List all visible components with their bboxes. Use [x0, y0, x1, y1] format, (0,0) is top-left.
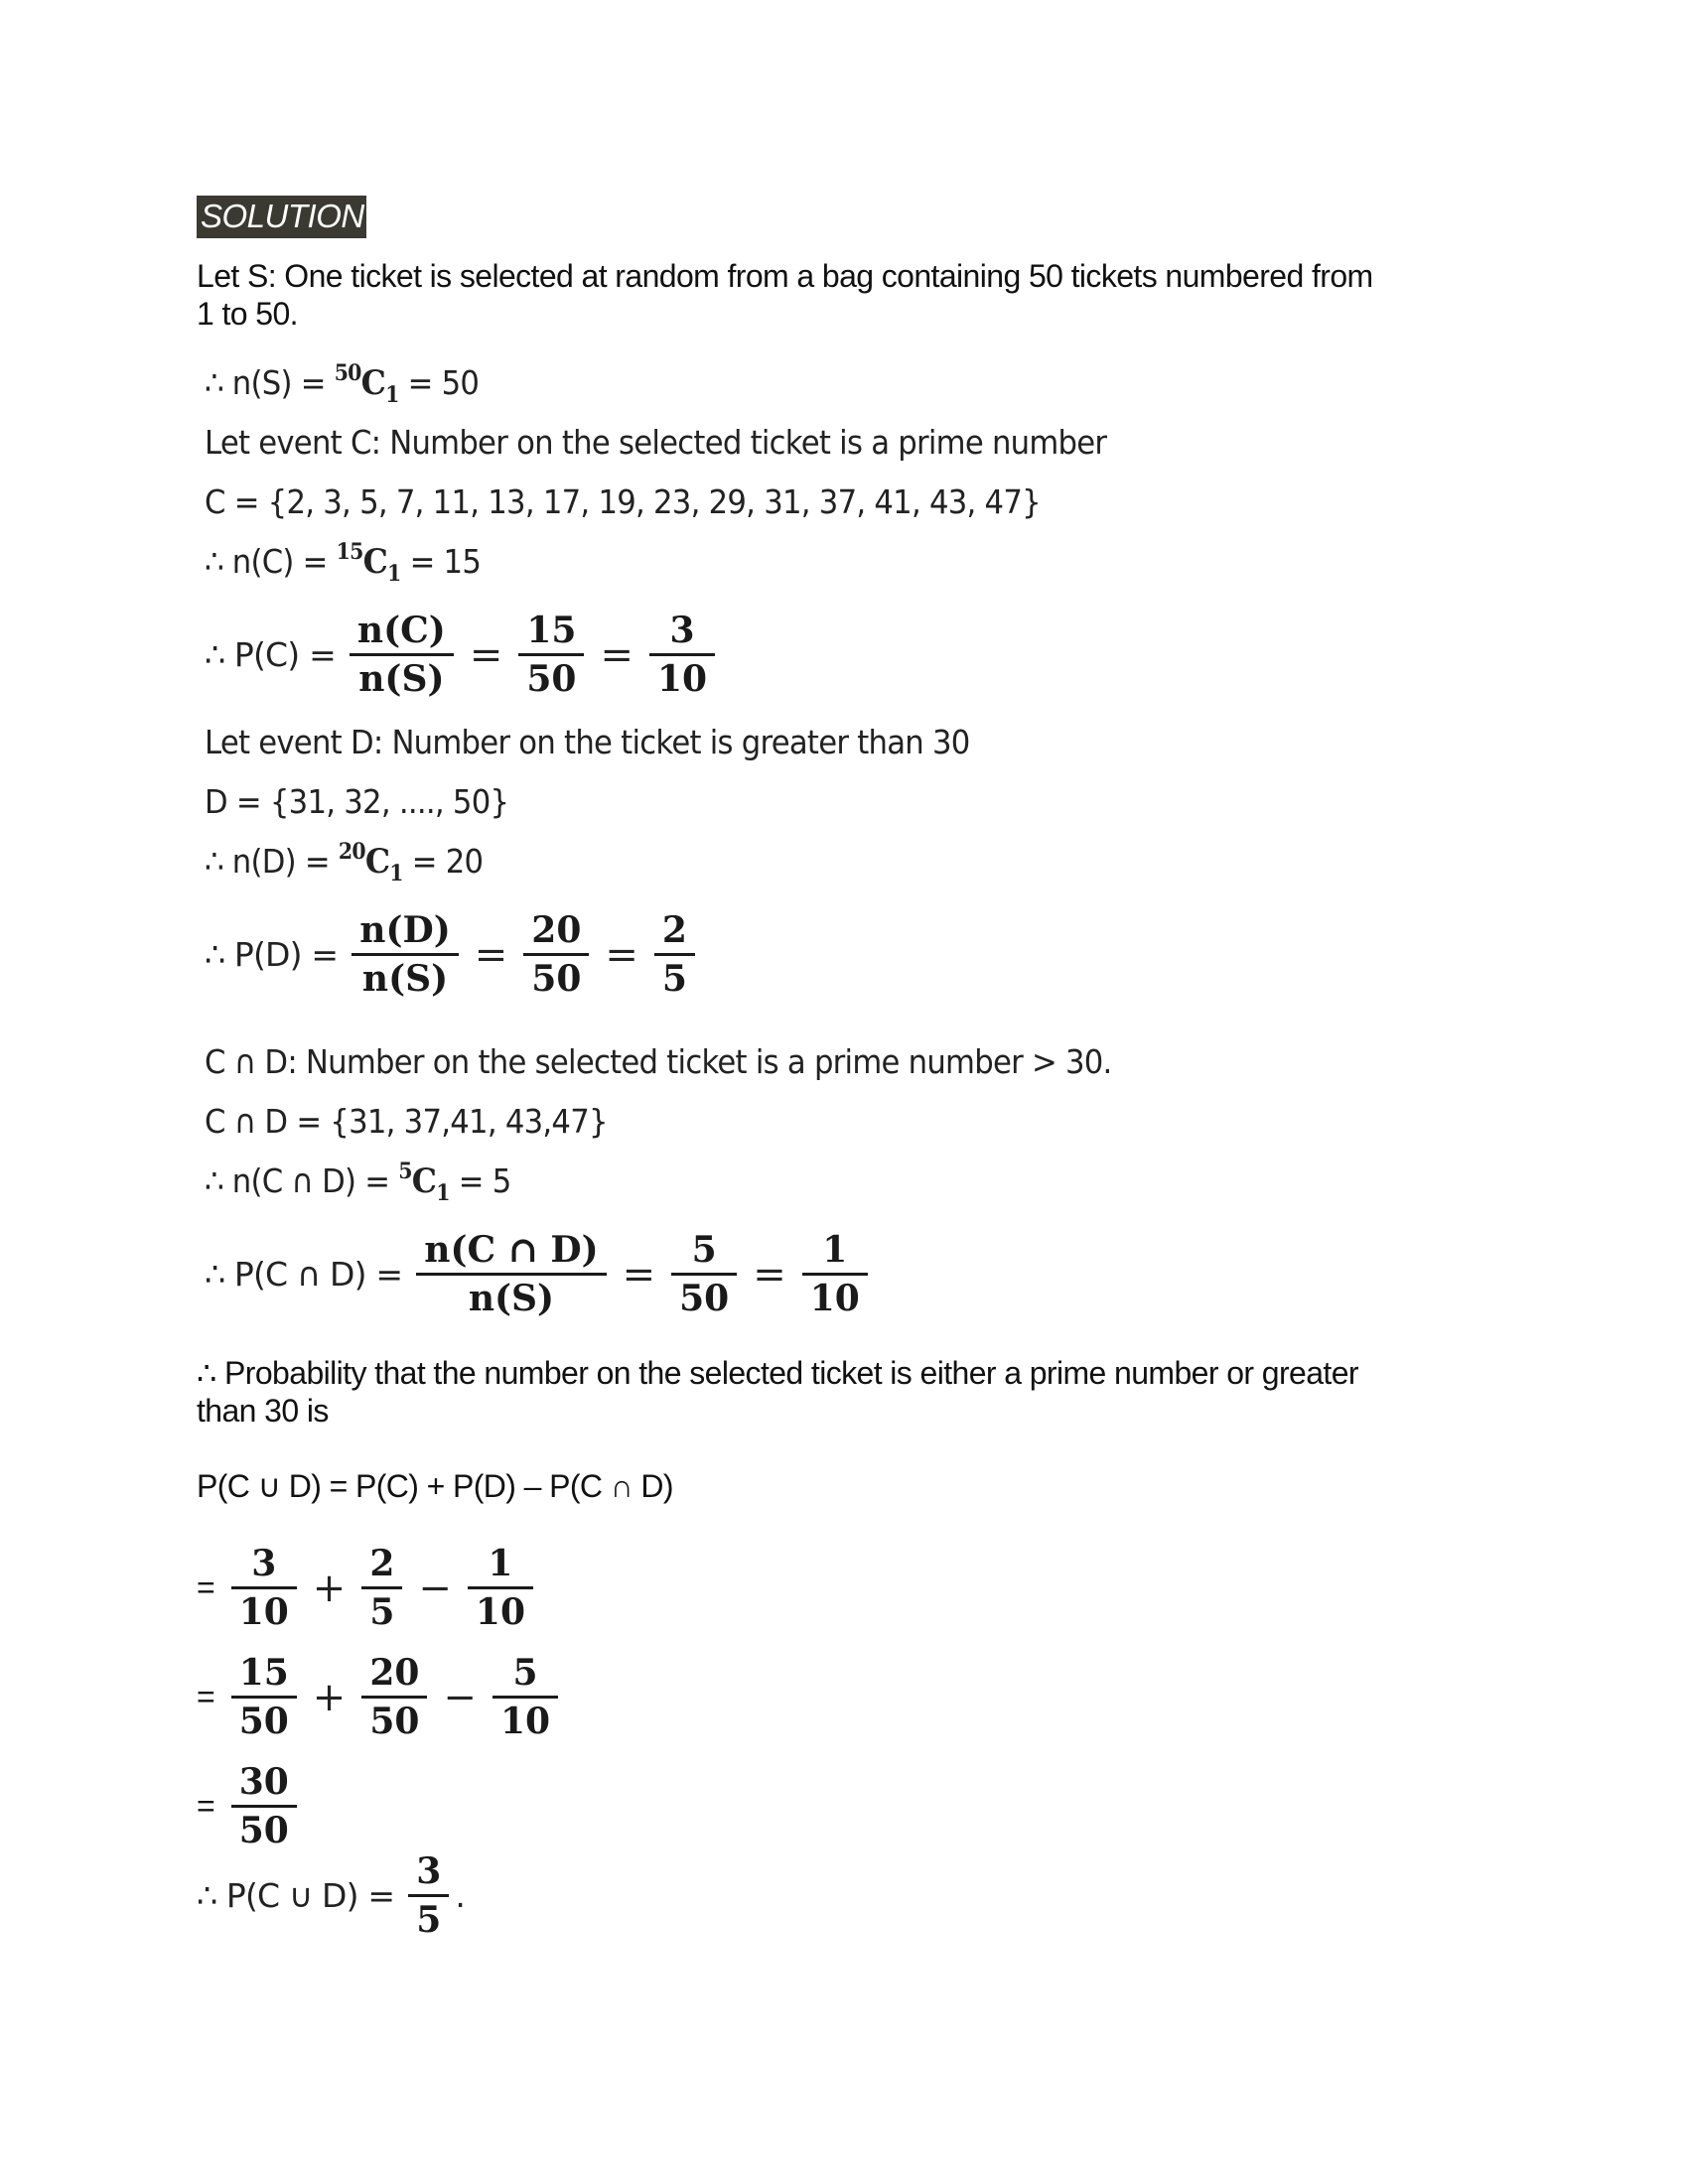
- step-2: = $\frac{15}{50}$ + $\frac{20}{50}$ − $\frac{5}{10}$: [197, 1650, 564, 1744]
- fraction: $\frac{20}{50}$: [523, 907, 589, 1002]
- n-c-line: ∴ $n(C) = ^{15}C_1 = 15$: [205, 539, 482, 587]
- p-d-equation: ∴ P(D) = $\frac{n(D)}{n(S)}$ = $\frac{20}{50}$ = $\frac{2}{5}$: [205, 907, 701, 1002]
- final-answer: ∴ P(C ∪ D) = $\frac{3}{5}$ .: [197, 1850, 466, 1941]
- fraction: $\frac{2}{5}$: [361, 1541, 402, 1635]
- fraction: $\frac{3}{5}$: [408, 1848, 449, 1943]
- n-d-line: ∴ $n(D) = ^{20}C_1 = 20$: [205, 839, 484, 887]
- fraction: $\frac{5}{10}$: [492, 1650, 558, 1744]
- fraction: $\frac{n(D)}{n(S)}$: [352, 907, 458, 1002]
- event-c-set: C = {2, 3, 5, 7, 11, 13, 17, 19, 23, 29, 31, 37, 41, 43, 47}: [205, 482, 1041, 521]
- p-c-equation: ∴ P(C) = $\frac{n(C)}{n(S)}$ = $\frac{15}{50}$ = $\frac{3}{10}$: [205, 608, 721, 702]
- fraction: $\frac{15}{50}$: [231, 1650, 297, 1744]
- conclusion-line-2: than 30 is: [197, 1393, 329, 1429]
- union-formula: P(C ∪ D) = P(C) + P(D) – P(C ∩ D): [197, 1468, 673, 1504]
- fraction: $\frac{30}{50}$: [231, 1759, 297, 1853]
- fraction: $\frac{3}{10}$: [231, 1541, 297, 1635]
- n-cd-line: ∴ n(C ∩ $D) = ^5C_1 = 5$: [205, 1159, 511, 1206]
- intro-paragraph: [197, 257, 1373, 333]
- event-c-definition: Let event C: Number on the selected ticket is a prime number: [205, 423, 1107, 462]
- n-s-line: ∴ $n(S) = ^{50}C_1 = 50$: [205, 360, 480, 408]
- event-d-definition: Let event D: Number on the ticket is greater than 30: [205, 723, 970, 761]
- fraction: $\frac{1}{10}$: [468, 1541, 533, 1635]
- step-3: = $\frac{30}{50}$: [197, 1759, 303, 1853]
- step-1: = $\frac{3}{10}$ + $\frac{2}{5}$ − $\frac{1}{10}$: [197, 1541, 539, 1635]
- conclusion-paragraph: [197, 1354, 1358, 1430]
- event-cd-set: C ∩ D = {31, 37,41, 43,47}: [205, 1102, 608, 1141]
- fraction: $\frac{1}{10}$: [802, 1227, 868, 1321]
- fraction: $\frac{3}{10}$: [649, 608, 715, 702]
- intro-line-2: 1 to 50.: [197, 296, 298, 332]
- conclusion-line-1: ∴ Probability that the number on the selected ticket is either a prime number or greater: [197, 1355, 1358, 1391]
- fraction: $\frac{n(C)}{n(S)}$: [350, 608, 454, 702]
- fraction: $\frac{n(C \cap D)}{n(S)}$: [416, 1227, 606, 1321]
- event-d-set: D = {31, 32, ...., 50}: [205, 782, 509, 821]
- fraction: $\frac{20}{50}$: [361, 1650, 427, 1744]
- fraction: $\frac{2}{5}$: [654, 907, 695, 1002]
- fraction: $\frac{5}{50}$: [671, 1227, 737, 1321]
- p-cd-equation: ∴ P(C ∩ D) = $\frac{n(C \cap D)}{n(S)}$ = $\frac{5}{50}$ = $\frac{1}{10}$: [205, 1227, 874, 1321]
- intro-line-1: Let S: One ticket is selected at random from a bag containing 50 tickets numbered from: [197, 258, 1373, 294]
- fraction: $\frac{15}{50}$: [518, 608, 584, 702]
- solution-heading: SOLUTION: [197, 196, 366, 238]
- event-cd-definition: C ∩ D: Number on the selected ticket is a prime number > 30.: [205, 1042, 1112, 1081]
